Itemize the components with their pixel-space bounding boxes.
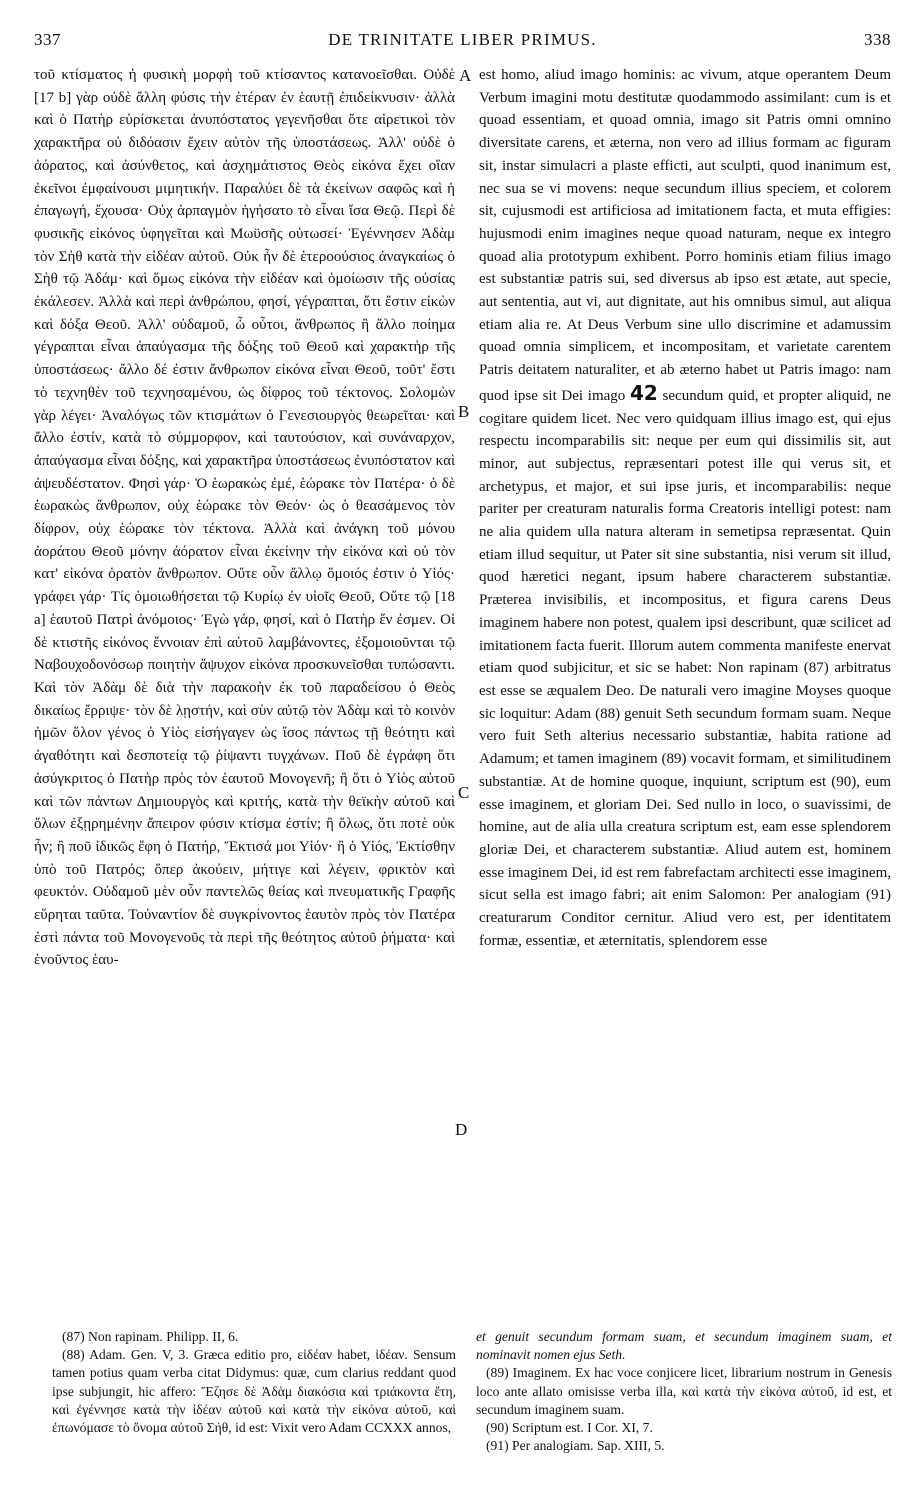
page-number-left: 337: [34, 30, 61, 49]
footnotes-right: [476, 1328, 892, 1488]
latin-text-column: [479, 64, 891, 1319]
footnote-87: (87) Non rapinam. Philipp. II, 6.: [62, 1329, 239, 1344]
greek-text: τοῦ κτίσματος ἡ φυσικὴ μορφὴ τοῦ κτίσαντος κατανοεῖσθαι. Οὐδὲ [17 b] γὰρ οὐδὲ ἄλλη φύσις τὴν ἑτέραν ἐν ἑαυτῇ ἐπιδείκνυσιν· ἀλλὰ καὶ ὁ Πατὴρ εὑρίσκεται ἀνυπόστατος γεγενῆσθαι ὅτε αἱρετικοὶ τὸν χαρακτῆρα οὐ διδόασιν ἔχειν αὐτὸν τῆς ὑποστάσεως. Ἀλλ' οὐδὲ ὁ ἀόρατος, καὶ ἀσύνθετος, καὶ ἀσχημάτιστος Θεὸς εἰκόνα ἔχει οἵαν ἐκεῖνοι ἐμφαίνουσι μιμητικήν. Παραλύει δὲ τὰ ἐκείνων σαφῶς καὶ ἡ ἐπαγωγή, ἔχουσα· Οὐχ ἁρπαγμὸν ἡγήσατο τὸ εἶναι ἴσα Θεῷ. Περὶ δὲ φυσικῆς εἰκόνος ὑφηγεῖται καὶ Μωϋσῆς οὑτωσεί· Ἐγέννησεν Ἀδὰμ τὸν Σὴθ κατὰ τὴν εἰδέαν αὐτοῦ. Οὐκ ἦν δὲ ἑτεροούσιος ἀναγκαίως ὁ Σὴθ τῷ Ἀδάμ· καὶ ὅμως εἰκόνα τὴν εἰδέαν καὶ ὁμοίωσιν τῆς οὐσίας ἐκάλεσεν. Ἀλλὰ καὶ περὶ ἀνθρώπου, φησί, γέγραπται, ὅτι ἔστιν εἰκὼν καὶ δόξα Θεοῦ. Ἀλλ' οὐδαμοῦ, ὦ οὗτοι, ἄνθρωπος ἢ ἄλλο ποίημα γέγραπται εἶναι ἀπαύγασμα τῆς δόξης τοῦ Θεοῦ καὶ χαρακτὴρ τῆς ὑποστάσεως· ἄλλο δέ ἐστιν ἄνθρωπον εἰκόνα εἶναι Θεοῦ, τοῦτ' ἔστι τὸ τεχνηθὲν τοῦ τεχνησαμένου, ὡς δίφρος τοῦ τέκτονος. Σολομὼν γὰρ λέγει· Ἀναλόγως τῶν κτισμάτων ὁ Γενεσιουργὸς θεωρεῖται· καὶ ἄλλο ἐστίν, κατὰ τὸ σύμμορφον, καὶ ταυτούσιον, καὶ συνάναρχον, ἀπαύγασμα εἶναι δόξης, καὶ χαρακτῆρα ὑποστάσεως ἐνυπόστατον καὶ ἀψευδέστατον. Φησὶ γάρ· Ὁ ἑωρακὼς ἐμέ, ἑώρακε τὸν Πατέρα· ὁ δὲ ἑωρακὼς ἄνθρωπον, οὐχ ἑώρακε τὸν Θεόν· ὡς ὁ θεασάμενος τὸν δίφρον, οὐχ ἑώρακε τὸν τέκτονα. Ἀλλὰ καὶ ἀνάγκη τοῦ μόνου ἀοράτου Θεοῦ μόνην ἀόρατον εἶναι ἐκείνην τὴν εἰκόνα καὶ οὐ τὸν κατ' εἰκόνα ὁρατὸν ἄνθρωπον. Οὔτε οὖν ἄλλῳ ὅμοιός ἐστιν ὁ Υἱός· γράφει γάρ· Τίς ὁμοιωθήσεται τῷ Κυρίῳ ἐν υἱοῖς Θεοῦ, Οὔτε τῷ [18 a] ἑαυτοῦ Πατρὶ ἀνόμοιος· Ἐγὼ γάρ, φησί, καὶ ὁ Πατὴρ ἕν ἐσμεν. Οἱ δὲ κτιστῆς εἰκόνος ἔννοιαν ἐπὶ αὐτοῦ λαμβάνοντες, ἐξομοιοῦνται τῷ Ναβουχοδονόσωρ ποιητὴν ἄψυχον εἰκόνα προσκυνεῖσθαι τυπώσαντι. Καὶ τὸν Ἀδὰμ δὲ διὰ τὴν παρακοὴν ἐκ τοῦ παραδείσου ὁ Θεὸς δικαίως ἔρριψε· τὸν δὲ λῃστήν, καὶ σὺν αὐτῷ τὸν Ἀδὰμ καὶ τὸ κοινὸν ἡμῶν ὅλον γένος ὁ Υἱὸς εἰσήγαγεν ὡς ἴσος πάντως τῇ θεότητι καὶ ἀγαθότητι καὶ δεσποτείᾳ τῷ ῥίψαντι τυγχάνων. Ποῦ δὲ ἐγράφη ὅτι ἀσύγκριτος ὁ Πατὴρ πρὸς τὸν ἑαυτοῦ Μονογενῆ; ἢ ὅτι ὁ Υἱὸς αὐτοῦ καὶ τῶν πάντων Δημιουργὸς καὶ κριτής, κατὰ τὴν θεϊκὴν αὐτοῦ καὶ ὅλων ἐξῃρημένην ἄπειρον φύσιν κτίσμα ἐστίν; ἢ ὅλως, ὅτι ποτὲ οὐκ ἦν; ἢ ποῦ ἰδικῶς ἔφη ὁ Πατήρ, Ἔκτισά μοι Υἱόν· ἢ ὁ Υἱός, Ἐκτίσθην ὑπὸ τοῦ Πατρός; ὅπερ ἀκούειν, μήτιγε καὶ λέγειν, φρικτὸν καὶ φευκτόν. Οὐδαμοῦ μὲν οὖν παντελῶς θείας καὶ πνευματικῆς Γραφῆς εὕρηται ταῦτα. Τοὐναντίον δὲ συγκρίνοντος ἑαυτὸν πρὸς τὸν Πατέρα ἐστὶ πάντα τοῦ Μονογενοῦς τὰ περὶ τῆς θεότητος αὐτοῦ ῥήματα· καὶ ἑνοῦντος ἑαυ-: [34, 67, 455, 969]
running-header: [34, 30, 891, 56]
margin-marker-b: B: [458, 402, 470, 421]
greek-text-column: [34, 64, 455, 1319]
latin-text: [479, 64, 891, 952]
margin-marker-c: C: [458, 783, 470, 802]
footnote-90: (90) Scriptum est. I Cor. XI, 7.: [486, 1420, 653, 1436]
page-number-right: 338: [864, 30, 891, 49]
margin-marker-d: D: [455, 1120, 468, 1139]
latin-text-part-1: est homo, aliud imago hominis: ac vivum, atque operantem Deum Verbum imagini motu destitutæ quodammodo assimilant: cum is et quoad essentiam, et quoad omnia, imago sit Patris omni omnino diversitate carens, et æterna, non vero ad illius formam ac figuram sit, instar simulacri a plaste efficti, aut sculpti, quod inanimum est, nec sua se vi movens: neque secundum illius speciem, et colorem sit, cujusmodi est artificiosa ad imitationem facta, et muta effigies: hujusmodi enim imagines neque quoad naturam, neque ex integro quoad alia prototypum exhibent. Porro hominis etiam filius imago est substantiæ patris sui, sed diversus ab ipso est ætate, aut specie, aut sententia, aut vi, aut dignitate, aut his omnibus simul, aut aliqua etiam alia re. At Deus Verbum sine ullo discrimine et adamussim quoad omnia simplicem, et incompositam, et varietate carentem Patris deitatem naturaliter, et ab æterno habet ut Patris imago: nam quod ipse sit Dei imago: [479, 67, 891, 404]
footnote-88: (88) Adam. Gen. V, 3. Græca editio pro, εἰδέαν habet, ἰδέαν. Sensum tamen potius quam verba citat Didymus: quæ, cum clarius reddant quod ipse subjungit, hic affero: Ἔζησε δὲ Ἀδὰμ διακόσια καὶ τριάκοντα ἔτη, καὶ ἐγέννησε κατὰ τὴν ἰδέαν αὐτοῦ καὶ κατὰ τὴν εἰκόνα αὐτοῦ, καὶ ἐπωνόμασε τὸ ὄνομα αὐτοῦ Σήθ, id est: Vixit vero Adam CCXXX annos,: [52, 1347, 456, 1436]
footnotes-left: [52, 1328, 456, 1488]
footnote-89: (89) Imaginem. Ex hac voce conjicere licet, librarium nostrum in Genesis loco ante allato omisisse verba illa, καὶ κατὰ τὴν εἰκόνα αὐτοῦ, id est, et secundum imaginem suam.: [476, 1365, 892, 1417]
footnote-91: (91) Per analogiam. Sap. XIII, 5.: [486, 1438, 665, 1454]
latin-text-part-2: secundum quid, et propter aliquid, ne cogitare quidem licet. Nec vero quidquam illius imago est, qui ejus respectu incomparabilis sit: neque per eum qui dissimilis sit, aut minor, aut subjectus, repræsentari potest ille qui verus sit, et archetypus, et major, et sui ipse juris, et incomparabilis: neque pariter per creaturam naturalis forma Creatoris intelligi potest: nam ne alia quidem ulla natura alteram in semetipsa repræsentat. Quin etiam illud sequitur, ut Pater sit sine substantia, nisi verum sit illud, quod hæretici negant, ipsum habere characterem substantiæ. Præterea invisibilis, et incompositus, et figura carens Deus imaginem habere non potest, qualem ipsi describunt, quæ scilicet ad imitationem facta fuerit. Illorum autem commenta manifeste enervat etiam quod subjicitur, et sic se habet: Non rapinam (87) arbitratus est esse se æqualem Deo. De naturali vero imagine Moyses quoque sic loquitur: Adam (88) genuit Seth secundum formam suam. Neque vero fuit Seth alterius necessario substantiæ, habita ratione ad Adamum; et tamen imaginem (89) vocavit formam, et similitudinem substantiæ. At de homine quoque, inquiunt, scriptum est (90), eum esse imaginem, et gloriam Dei. Sed nullo in loco, o suavissimi, de homine, aut de alia ulla creatura scriptum est, eam esse splendorem gloriæ Dei, et characterem substantiæ. Aliud autem est, hominem esse imaginem Dei, id est rem fabrefactam architecti esse imaginem, sicut sella est imago fabri; ait enim Salomon: Per analogiam (91) creaturarum Conditor cernitur. Aliud vero est, per identitatem formæ, essentiæ, et æternitatis, splendorem esse: [479, 387, 891, 949]
inline-page-number: 42: [630, 380, 658, 405]
margin-marker-a: A: [459, 66, 472, 85]
running-title: DE TRINITATE LIBER PRIMUS.: [328, 30, 597, 49]
footnote-88-continued: et genuit secundum formam suam, et secundum imaginem suam, et nominavit nomen ejus Seth.: [476, 1329, 892, 1363]
